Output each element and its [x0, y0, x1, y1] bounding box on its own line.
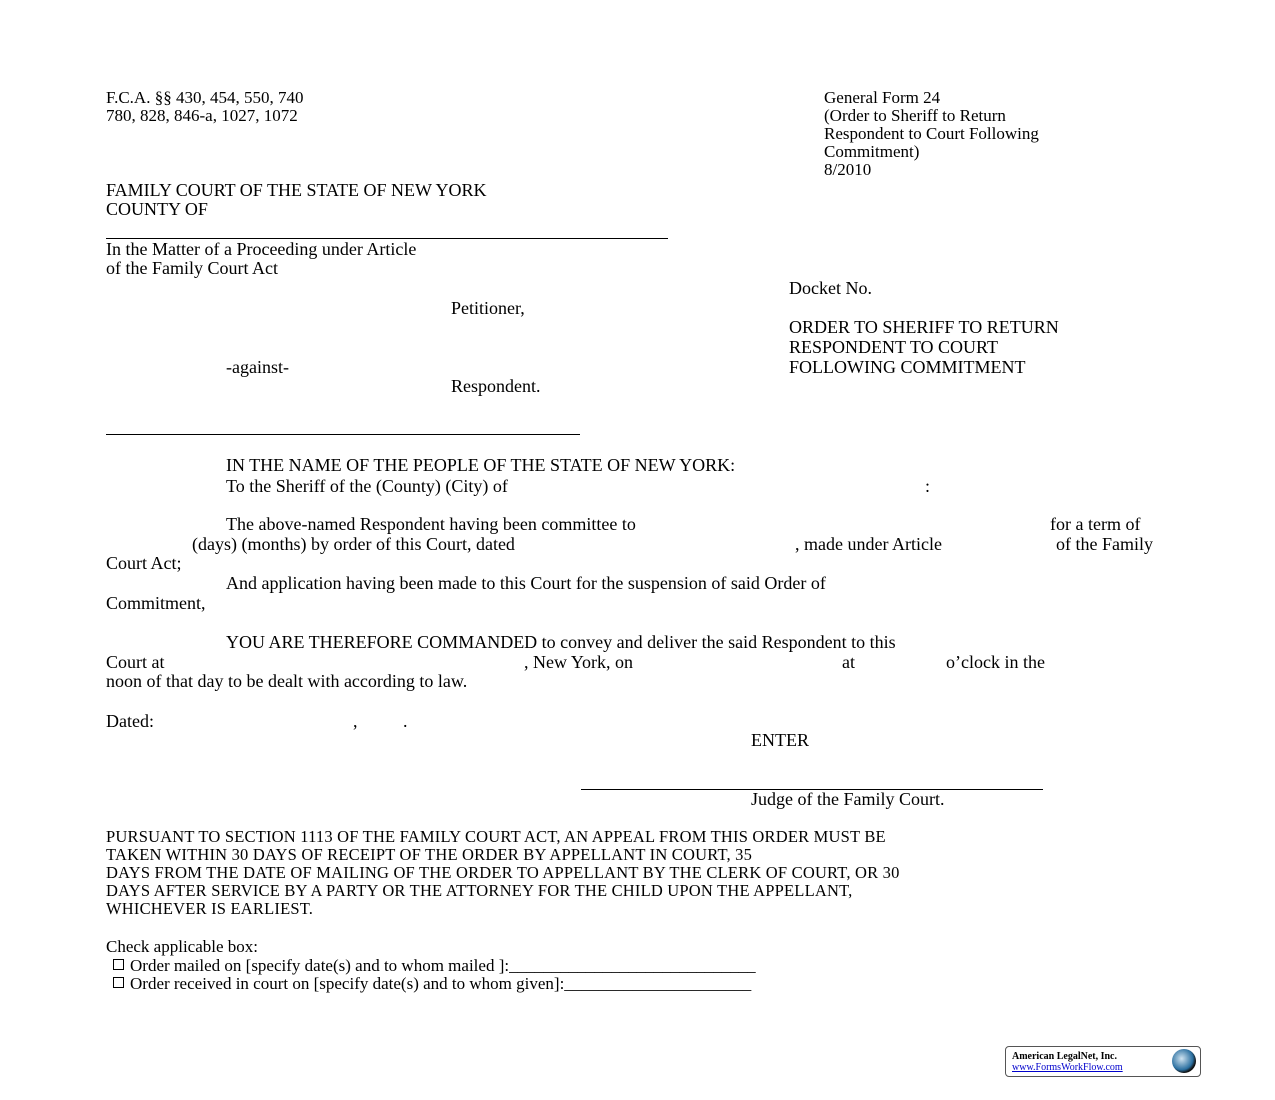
- checkbox[interactable]: [113, 977, 124, 988]
- sheriff-line: To the Sheriff of the (County) (City) of: [226, 476, 508, 496]
- petitioner-label: Petitioner,: [451, 298, 525, 318]
- check-option-received[interactable]: [113, 975, 751, 993]
- body-text: The above-named Respondent having been committee to: [226, 514, 636, 534]
- appeal-notice: DAYS FROM THE DATE OF MAILING OF THE ORDER TO APPELLANT BY THE CLERK OF COURT, OR 30: [106, 863, 900, 882]
- logo-link[interactable]: www.FormsWorkFlow.com: [1012, 1062, 1123, 1073]
- option-text: Order received in court on [specify date(s) and to whom given]:______________________: [130, 974, 752, 993]
- order-title: ORDER TO SHERIFF TO RETURN: [789, 317, 1059, 337]
- body-text: at: [842, 652, 855, 672]
- colon: :: [925, 476, 931, 496]
- matter: of the Family Court Act: [106, 258, 278, 278]
- body-text: noon of that day to be dealt with according to law.: [106, 671, 468, 691]
- matter: In the Matter of a Proceeding under Article: [106, 239, 417, 259]
- form-info: (Order to Sheriff to Return: [824, 106, 1006, 125]
- appeal-notice: PURSUANT TO SECTION 1113 OF THE FAMILY COURT ACT, AN APPEAL FROM THIS ORDER MUST BE: [106, 827, 886, 846]
- against-label: -against-: [226, 357, 289, 377]
- appeal-notice: WHICHEVER IS EARLIEST.: [106, 899, 314, 918]
- publisher-logo: [1005, 1046, 1201, 1077]
- court-name: FAMILY COURT OF THE STATE OF NEW YORK: [106, 180, 487, 200]
- form-info: General Form 24: [824, 88, 941, 107]
- body-text: for a term of: [1050, 514, 1141, 534]
- order-title: RESPONDENT TO COURT: [789, 337, 998, 357]
- body-text: Commitment,: [106, 593, 206, 613]
- check-option-mailed[interactable]: [113, 957, 756, 975]
- form-info: Respondent to Court Following: [824, 124, 1039, 143]
- statute-line: F.C.A. §§ 430, 454, 550, 740: [106, 88, 304, 107]
- form-info: Commitment): [824, 142, 920, 161]
- body-text: , New York, on: [524, 652, 634, 672]
- county: COUNTY OF: [106, 199, 208, 219]
- statute-line: 780, 828, 846-a, 1027, 1072: [106, 106, 298, 125]
- body-text: YOU ARE THEREFORE COMMANDED to convey and deliver the said Respondent to this: [226, 632, 896, 652]
- comma: ,: [353, 711, 358, 731]
- respondent-label: Respondent.: [451, 376, 541, 396]
- body-text: , made under Article: [795, 534, 942, 554]
- period: .: [403, 711, 408, 731]
- body-text: And application having been made to this Court for the suspension of said Order of: [226, 573, 826, 593]
- body-text: Court Act;: [106, 553, 182, 573]
- option-text: Order mailed on [specify date(s) and to whom mailed ]:_____________________________: [130, 956, 756, 975]
- dated-label: Dated:: [106, 711, 154, 731]
- logo-name: American LegalNet, Inc.: [1012, 1051, 1117, 1062]
- appeal-notice: TAKEN WITHIN 30 DAYS OF RECEIPT OF THE ORDER BY APPELLANT IN COURT, 35: [106, 845, 753, 864]
- form-info: 8/2010: [824, 160, 872, 179]
- body-text: of the Family: [1056, 534, 1153, 554]
- globe-icon: [1172, 1049, 1196, 1073]
- check-label: Check applicable box:: [106, 937, 259, 956]
- judge-label: Judge of the Family Court.: [751, 789, 945, 809]
- order-title: FOLLOWING COMMITMENT: [789, 357, 1026, 377]
- checkbox[interactable]: [113, 959, 124, 970]
- body-text: Court at: [106, 652, 165, 672]
- body-text: (days) (months) by order of this Court, dated: [192, 534, 515, 554]
- docket-no: Docket No.: [789, 278, 872, 298]
- body-text: o’clock in the: [946, 652, 1045, 672]
- divider: [106, 434, 580, 435]
- appeal-notice: DAYS AFTER SERVICE BY A PARTY OR THE ATTORNEY FOR THE CHILD UPON THE APPELLANT,: [106, 881, 853, 900]
- people-line: IN THE NAME OF THE PEOPLE OF THE STATE OF NEW YORK:: [226, 455, 736, 475]
- enter-label: ENTER: [751, 730, 809, 750]
